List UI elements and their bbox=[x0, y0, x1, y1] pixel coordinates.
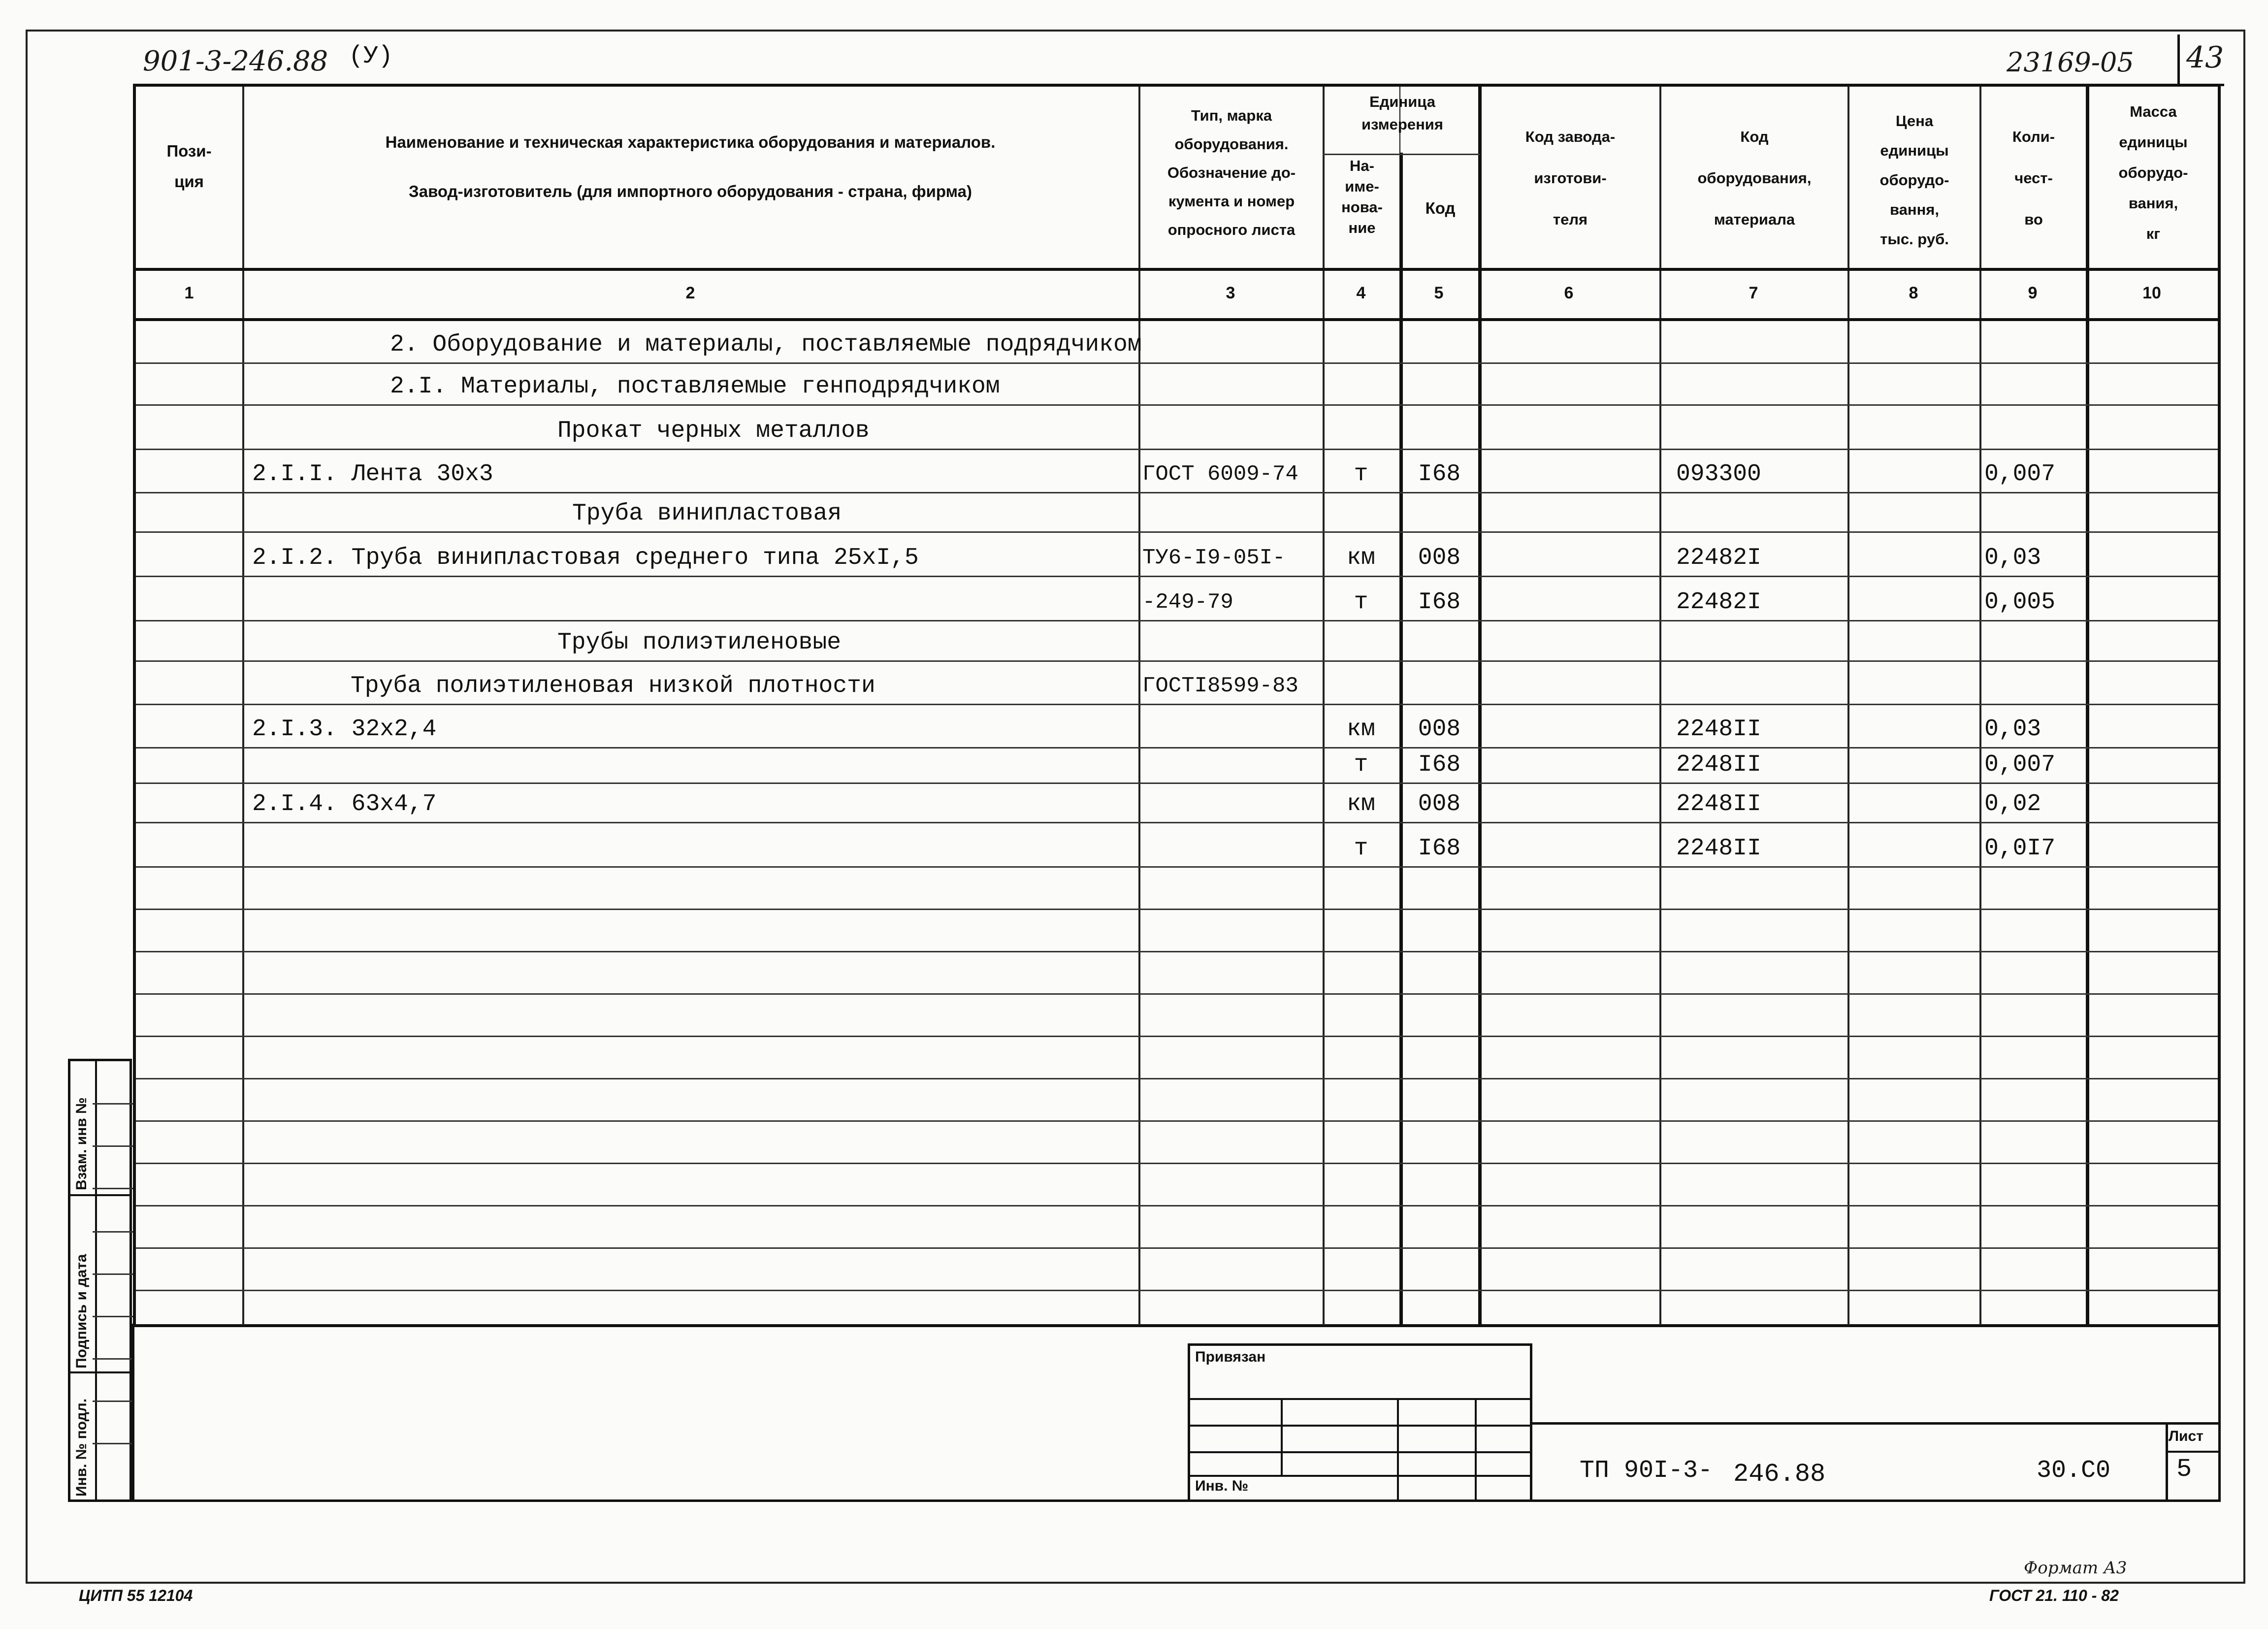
col-divider bbox=[1659, 87, 1661, 1325]
col-number: 6 bbox=[1564, 284, 1574, 302]
row-line bbox=[136, 782, 2218, 784]
row-line bbox=[136, 1078, 2218, 1079]
row-line bbox=[136, 866, 2218, 868]
row-line bbox=[136, 1163, 2218, 1164]
col-divider bbox=[2086, 87, 2089, 1325]
row-line bbox=[136, 404, 2218, 406]
side-label-inv-podl: Инв. № подл. bbox=[73, 1398, 90, 1497]
row-line bbox=[136, 993, 2218, 995]
side-label-podpis: Подпись и дата bbox=[73, 1254, 90, 1368]
col-number: 9 bbox=[2028, 284, 2038, 302]
row-line bbox=[136, 1120, 2218, 1122]
col-number: 2 bbox=[685, 284, 695, 302]
col-divider bbox=[1979, 87, 1981, 1325]
row-unit: т bbox=[1354, 751, 1368, 778]
col-number: 1 bbox=[184, 284, 194, 302]
col-number: 4 bbox=[1356, 284, 1366, 302]
side-row-line bbox=[93, 1145, 133, 1147]
header-quantity: Коли- чест- во bbox=[2012, 128, 2055, 228]
row-line bbox=[136, 362, 2218, 364]
header-unit-group: Единица измерения bbox=[1361, 93, 1443, 133]
row-material-code: 22482I bbox=[1676, 589, 1761, 616]
header-name-line2: Завод-изготовитель (для импортного оборудования - страна, фирма) bbox=[409, 182, 972, 200]
section-code: 30.С0 bbox=[2037, 1457, 2111, 1485]
row-line bbox=[136, 747, 2218, 749]
col-number: 7 bbox=[1749, 284, 1758, 302]
header-material-code: Код оборудования, материала bbox=[1697, 128, 1812, 228]
row-unit: км bbox=[1347, 791, 1375, 817]
row-line bbox=[136, 660, 2218, 662]
header-factory-code: Код завода- изготови- теля bbox=[1525, 128, 1616, 228]
row-unit-code: 008 bbox=[1418, 791, 1461, 817]
inv-no-label: Инв. № bbox=[1195, 1478, 1249, 1494]
row-quantity: 0,0I7 bbox=[1984, 835, 2056, 862]
footer-left: ЦИТП 55 12104 bbox=[79, 1587, 193, 1604]
header-price: Цена единицы оборудо- вання, тыс. руб. bbox=[1879, 112, 1949, 248]
row-line bbox=[136, 620, 2218, 621]
row-name: Трубы полиэтиленовые bbox=[557, 629, 842, 656]
side-row-line bbox=[93, 1188, 133, 1189]
row-name: Прокат черных металлов bbox=[557, 418, 870, 444]
side-row-line bbox=[93, 1103, 133, 1105]
row-quantity: 0,005 bbox=[1984, 589, 2056, 616]
privyazan-label: Привязан bbox=[1195, 1349, 1266, 1365]
row-quantity: 0,03 bbox=[1984, 545, 2041, 571]
row-line bbox=[136, 449, 2218, 450]
row-material-code: 2248II bbox=[1676, 835, 1761, 862]
privyazan-stamp bbox=[1188, 1343, 1532, 1502]
row-unit: км bbox=[1347, 716, 1375, 743]
project-code-suffix: (У) bbox=[349, 42, 393, 70]
row-unit-code: 008 bbox=[1418, 716, 1461, 743]
col-divider bbox=[1478, 87, 1482, 1325]
page-number: 43 bbox=[2186, 40, 2224, 75]
row-name: Труба полиэтиленовая низкой плотности bbox=[351, 673, 875, 699]
side-row-line bbox=[93, 1316, 133, 1317]
header-bottom-line bbox=[136, 268, 2218, 271]
project-code: 901-3-246.88 bbox=[143, 45, 328, 77]
row-line bbox=[136, 492, 2218, 493]
col-number: 5 bbox=[1434, 284, 1444, 302]
row-type: ГОСТ 6009-74 bbox=[1142, 462, 1298, 487]
row-material-code: 2248II bbox=[1676, 716, 1761, 743]
row-line bbox=[136, 531, 2218, 533]
row-unit: т bbox=[1354, 835, 1368, 862]
header-type: Тип, марка оборудования. Обозначение до- кумента и номер опросного листа bbox=[1167, 107, 1296, 238]
row-unit: т bbox=[1354, 589, 1368, 616]
row-unit-code: 008 bbox=[1418, 545, 1461, 571]
side-row-line bbox=[93, 1358, 133, 1360]
row-name: 2.I. Материалы, поставляемые генподрядчиком bbox=[390, 373, 1000, 400]
footer-gost: ГОСТ 21. 110 - 82 bbox=[1989, 1587, 2119, 1604]
row-unit-code: I68 bbox=[1418, 835, 1461, 862]
row-name: 2.I.4. 63х4,7 bbox=[252, 791, 437, 817]
row-line bbox=[136, 909, 2218, 910]
row-quantity: 0,03 bbox=[1984, 716, 2041, 743]
col-number: 10 bbox=[2142, 284, 2161, 302]
row-type: ГОСТI8599-83 bbox=[1142, 674, 1298, 698]
row-name: 2. Оборудование и материалы, поставляемые подрядчиком bbox=[390, 331, 1142, 358]
row-name: 2.I.3. 32х2,4 bbox=[252, 716, 437, 743]
col-number: 8 bbox=[1909, 284, 1918, 302]
col-divider bbox=[1847, 87, 1849, 1325]
header-mass: Масса единицы оборудо- вания, кг bbox=[2118, 103, 2188, 242]
row-material-code: 22482I bbox=[1676, 545, 1761, 571]
column-number-line bbox=[136, 318, 2218, 321]
row-name: 2.I.2. Труба винипластовая среднего типа 25хI,5 bbox=[252, 545, 919, 571]
equipment-table bbox=[133, 84, 2221, 1327]
header-position: Пози- ция bbox=[166, 142, 212, 191]
doc-number: 23169-05 bbox=[2007, 47, 2134, 78]
row-type: -249-79 bbox=[1142, 590, 1233, 615]
col-divider bbox=[1399, 87, 1403, 1325]
row-quantity: 0,007 bbox=[1984, 751, 2056, 778]
row-type: ТУ6-I9-05I- bbox=[1142, 546, 1286, 570]
row-unit: км bbox=[1347, 545, 1375, 571]
row-name: 2.I.I. Лента 30х3 bbox=[252, 461, 493, 488]
row-material-code: 093300 bbox=[1676, 461, 1761, 488]
row-line bbox=[136, 1036, 2218, 1037]
row-material-code: 2248II bbox=[1676, 751, 1761, 778]
header-name-line1: Наименование и техническая характеристика оборудования и материалов. bbox=[385, 133, 996, 151]
row-name: Труба винипластовая bbox=[572, 500, 842, 527]
drawing-code-hw: 246.88 bbox=[1733, 1460, 1826, 1489]
row-quantity: 0,007 bbox=[1984, 461, 2056, 488]
row-line bbox=[136, 576, 2218, 577]
row-line bbox=[136, 822, 2218, 823]
row-unit-code: I68 bbox=[1418, 461, 1461, 488]
row-unit: т bbox=[1354, 461, 1368, 488]
bottom-block bbox=[132, 1324, 2221, 1502]
header-unit-name: На- име- нова- ние bbox=[1341, 157, 1383, 236]
sheet-label: Лист bbox=[2169, 1428, 2203, 1444]
row-line bbox=[136, 951, 2218, 952]
col-divider bbox=[1138, 87, 1140, 1325]
drawing-code: ТП 90I-3- bbox=[1580, 1457, 1713, 1485]
row-unit-code: I68 bbox=[1418, 751, 1461, 778]
side-row-line bbox=[93, 1273, 133, 1275]
row-unit-code: I68 bbox=[1418, 589, 1461, 616]
header-unit-code: Код bbox=[1425, 199, 1456, 217]
side-row-line bbox=[93, 1401, 133, 1402]
sheet-number: 5 bbox=[2176, 1455, 2192, 1484]
row-material-code: 2248II bbox=[1676, 791, 1761, 817]
footer-format: Формат А3 bbox=[2024, 1558, 2127, 1578]
row-line bbox=[136, 1205, 2218, 1206]
row-line bbox=[136, 1290, 2218, 1291]
col-number: 3 bbox=[1226, 284, 1235, 302]
side-row-line bbox=[93, 1443, 133, 1444]
col-divider bbox=[1323, 87, 1325, 1325]
row-line bbox=[136, 704, 2218, 705]
row-quantity: 0,02 bbox=[1984, 791, 2041, 817]
side-row-line bbox=[93, 1231, 133, 1233]
unit-group-divider bbox=[1323, 154, 1480, 155]
row-line bbox=[136, 1247, 2218, 1249]
col-divider bbox=[242, 87, 244, 1325]
side-label-vzam: Взам. инв № bbox=[73, 1097, 90, 1190]
